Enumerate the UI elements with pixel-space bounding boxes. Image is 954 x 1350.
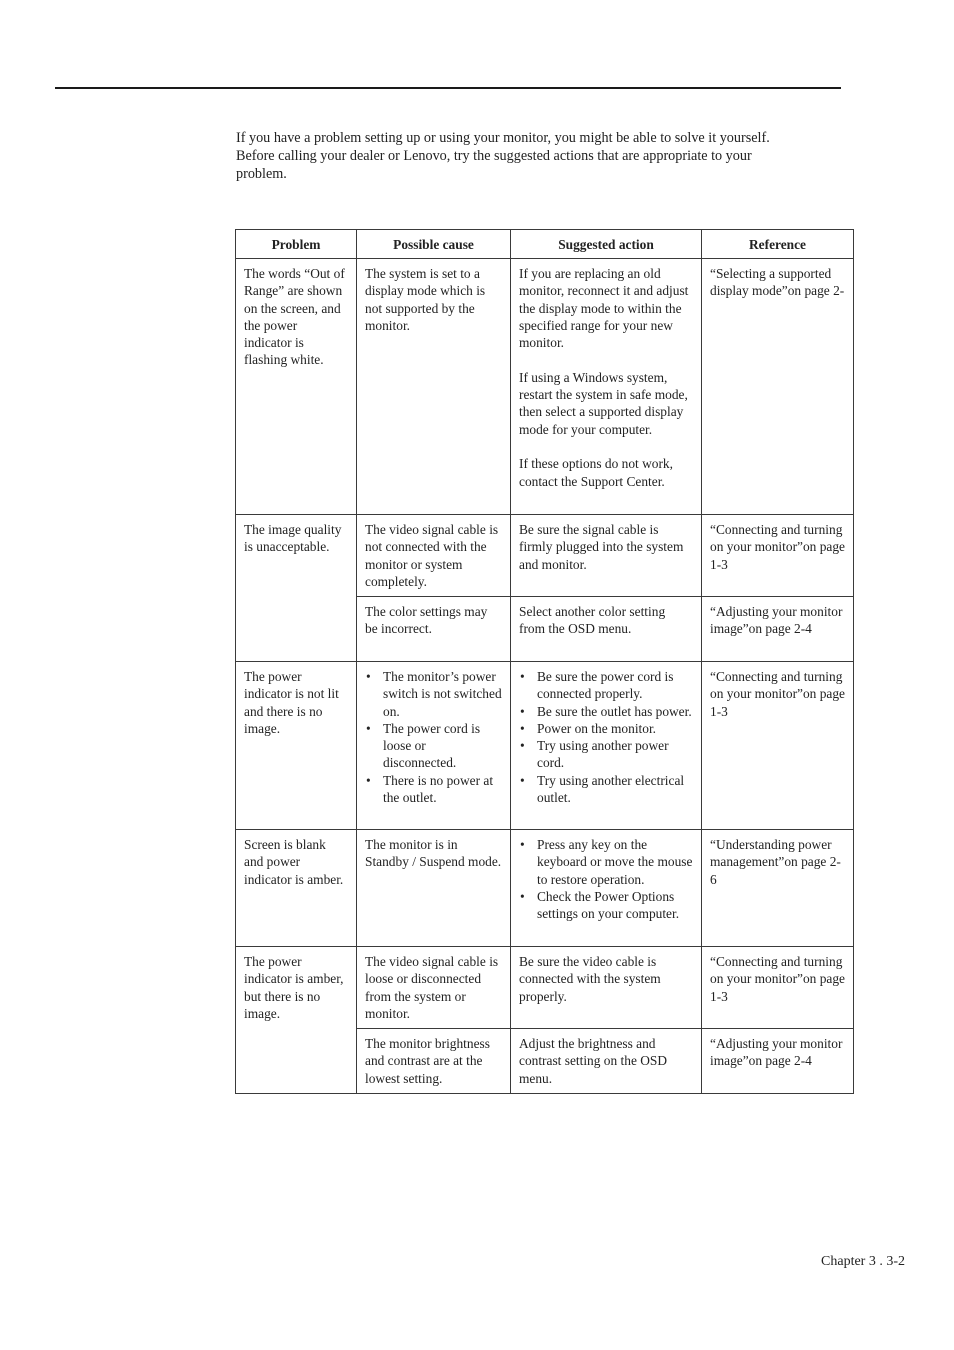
table-row <box>236 515 854 597</box>
page-footer: Chapter 3 . 3-2 <box>821 1254 905 1269</box>
reference-cell: “Connecting and turning on your monitor”on page 1-3 <box>702 662 854 830</box>
cause-cell: The monitor is in Standby / Suspend mode. <box>357 830 511 947</box>
list-item: • Press any key on the keyboard or move the mouse to restore operation. <box>519 836 693 888</box>
action-cell: Be sure the video cable is connected with the system properly. <box>511 947 702 1029</box>
reference-cell: “Adjusting your monitor image”on page 2-4 <box>702 1029 854 1094</box>
cause-cell: The system is set to a display mode which is not supported by the monitor. <box>357 259 511 515</box>
problem-cell: The power indicator is amber, but there is no image. <box>236 947 357 1094</box>
cause-cell <box>357 662 511 830</box>
action-paragraph: If these options do not work, contact the Support Center. <box>519 456 673 489</box>
problem-cell: The words “Out of Range” are shown on the screen, and the power indicator is flashing white. <box>236 259 357 515</box>
header-rule <box>55 87 841 89</box>
list-item: • Be sure the outlet has power. <box>519 703 693 720</box>
action-paragraph: If you are replacing an old monitor, reconnect it and adjust the display mode to within the specified range for your new monitor. <box>519 266 689 351</box>
list-item: • Try using another electrical outlet. <box>519 772 693 807</box>
action-cell <box>511 259 702 515</box>
cause-cell: The video signal cable is not connected with the monitor or system completely. <box>357 515 511 597</box>
action-bullet-list <box>519 836 693 922</box>
table-row <box>236 662 854 830</box>
action-cell: Be sure the signal cable is firmly plugged into the system and monitor. <box>511 515 702 597</box>
table-row <box>236 947 854 1029</box>
action-paragraph: If using a Windows system, restart the system in safe mode, then select a supported display mode for your computer. <box>519 369 688 437</box>
action-cell: Select another color setting from the OSD menu. <box>511 597 702 662</box>
problem-cell: The power indicator is not lit and there is no image. <box>236 662 357 830</box>
header-reference: Reference <box>702 230 854 259</box>
action-cell: Adjust the brightness and contrast setting on the OSD menu. <box>511 1029 702 1094</box>
cause-cell: The color settings may be incorrect. <box>357 597 511 662</box>
list-item: • The power cord is loose or disconnected. <box>365 720 502 772</box>
list-item: • Try using another power cord. <box>519 737 693 772</box>
action-bullet-list <box>519 668 693 806</box>
action-cell <box>511 830 702 947</box>
reference-cell: “Selecting a supported display mode”on page 2- <box>702 259 854 515</box>
problem-cell: The image quality is unacceptable. <box>236 515 357 662</box>
table-header-row <box>236 230 854 259</box>
table-row <box>236 830 854 947</box>
table-row <box>236 259 854 515</box>
header-possible-cause: Possible cause <box>357 230 511 259</box>
list-item: • Power on the monitor. <box>519 720 693 737</box>
header-problem: Problem <box>236 230 357 259</box>
reference-cell: “Understanding power management”on page 2-6 <box>702 830 854 947</box>
action-cell <box>511 662 702 830</box>
cause-cell: The monitor brightness and contrast are at the lowest setting. <box>357 1029 511 1094</box>
intro-paragraph: If you have a problem setting up or using your monitor, you might be able to solve it yourself. Before calling your dealer or Lenovo, try the suggested actions that are appropriate to your problem. <box>236 130 770 182</box>
reference-cell: “Connecting and turning on your monitor”on page 1-3 <box>702 947 854 1029</box>
reference-cell: “Connecting and turning on your monitor”on page 1-3 <box>702 515 854 597</box>
cause-cell: The video signal cable is loose or disconnected from the system or monitor. <box>357 947 511 1029</box>
problem-cell: Screen is blank and power indicator is amber. <box>236 830 357 947</box>
troubleshooting-table <box>235 229 854 1094</box>
list-item: • The monitor’s power switch is not switched on. <box>365 668 502 720</box>
list-item: • Check the Power Options settings on your computer. <box>519 888 693 923</box>
reference-cell: “Adjusting your monitor image”on page 2-4 <box>702 597 854 662</box>
cause-bullet-list <box>365 668 502 806</box>
header-suggested-action: Suggested action <box>511 230 702 259</box>
list-item: • There is no power at the outlet. <box>365 772 502 807</box>
list-item: • Be sure the power cord is connected properly. <box>519 668 693 703</box>
